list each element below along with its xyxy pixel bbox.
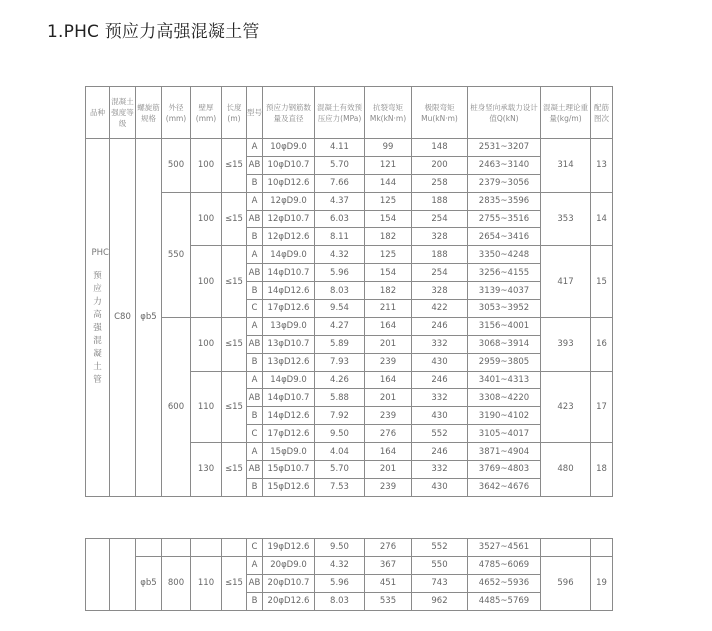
wall-cell: 130 xyxy=(191,443,222,497)
bearing-cell: 3769~4803 xyxy=(468,461,541,479)
steel-cell: 13φD12.6 xyxy=(263,353,315,371)
model-cell: C xyxy=(247,425,263,443)
crack-moment-cell: 239 xyxy=(365,478,412,496)
stress-cell: 5.96 xyxy=(315,264,365,282)
ultimate-moment-cell: 550 xyxy=(412,556,468,574)
ultimate-moment-cell: 328 xyxy=(412,282,468,300)
crack-moment-cell: 125 xyxy=(365,192,412,210)
model-cell: AB xyxy=(247,210,263,228)
pile-spec-table xyxy=(85,86,613,497)
spiral-cell: φb5 xyxy=(136,556,162,610)
bearing-cell: 3308~4220 xyxy=(468,389,541,407)
length-cell: ≤15 xyxy=(222,192,247,246)
stress-cell: 5.89 xyxy=(315,335,365,353)
pile-spec-table-continued xyxy=(85,538,613,611)
ref-cell xyxy=(591,539,613,557)
weight-cell: 393 xyxy=(541,317,591,371)
spiral-cell xyxy=(136,539,162,557)
model-cell: AB xyxy=(247,156,263,174)
steel-cell: 13φD10.7 xyxy=(263,335,315,353)
grade-cell: C80 xyxy=(110,139,136,497)
model-cell: A xyxy=(247,246,263,264)
type-cell xyxy=(86,139,110,497)
ref-cell: 13 xyxy=(591,139,613,193)
outer-dia-cell: 500 xyxy=(162,139,191,193)
stress-cell: 5.70 xyxy=(315,156,365,174)
crack-moment-cell: 164 xyxy=(365,443,412,461)
steel-cell: 14φD10.7 xyxy=(263,389,315,407)
steel-cell: 14φD10.7 xyxy=(263,264,315,282)
ultimate-moment-cell: 148 xyxy=(412,139,468,157)
length-cell: ≤15 xyxy=(222,317,247,371)
steel-cell: 10φD9.0 xyxy=(263,139,315,157)
steel-cell: 14φD9.0 xyxy=(263,246,315,264)
table-row xyxy=(86,139,613,157)
stress-cell: 4.37 xyxy=(315,192,365,210)
stress-cell: 8.03 xyxy=(315,592,365,610)
steel-cell: 10φD12.6 xyxy=(263,174,315,192)
hdr-weight: 混凝土理论重量(kg/m) xyxy=(541,87,591,139)
ultimate-moment-cell: 430 xyxy=(412,353,468,371)
table-row xyxy=(86,192,613,210)
bearing-cell: 3156~4001 xyxy=(468,317,541,335)
ultimate-moment-cell: 188 xyxy=(412,192,468,210)
stress-cell: 5.96 xyxy=(315,574,365,592)
ref-cell: 17 xyxy=(591,371,613,443)
stress-cell: 8.03 xyxy=(315,282,365,300)
ultimate-moment-cell: 332 xyxy=(412,335,468,353)
bearing-cell: 3105~4017 xyxy=(468,425,541,443)
ultimate-moment-cell: 328 xyxy=(412,228,468,246)
stress-cell: 9.50 xyxy=(315,539,365,557)
crack-moment-cell: 201 xyxy=(365,389,412,407)
header-row xyxy=(86,87,613,139)
model-cell: B xyxy=(247,228,263,246)
model-cell: B xyxy=(247,592,263,610)
type-cell xyxy=(86,539,110,611)
model-cell: AB xyxy=(247,574,263,592)
bearing-cell: 2654~3416 xyxy=(468,228,541,246)
crack-moment-cell: 211 xyxy=(365,300,412,318)
steel-cell: 20φD10.7 xyxy=(263,574,315,592)
steel-cell: 15φD12.6 xyxy=(263,478,315,496)
bearing-cell: 3642~4676 xyxy=(468,478,541,496)
bearing-cell: 2379~3056 xyxy=(468,174,541,192)
bearing-cell: 4652~5936 xyxy=(468,574,541,592)
model-cell: AB xyxy=(247,264,263,282)
ultimate-moment-cell: 430 xyxy=(412,478,468,496)
stress-cell: 4.26 xyxy=(315,371,365,389)
bearing-cell: 3256~4155 xyxy=(468,264,541,282)
steel-cell: 14φD12.6 xyxy=(263,407,315,425)
bearing-cell: 2531~3207 xyxy=(468,139,541,157)
stress-cell: 4.32 xyxy=(315,246,365,264)
model-cell: B xyxy=(247,174,263,192)
length-cell: ≤15 xyxy=(222,443,247,497)
stress-cell: 6.03 xyxy=(315,210,365,228)
wall-cell: 110 xyxy=(191,556,222,610)
crack-moment-cell: 451 xyxy=(365,574,412,592)
crack-moment-cell: 182 xyxy=(365,282,412,300)
ref-cell: 14 xyxy=(591,192,613,246)
stress-cell: 4.27 xyxy=(315,317,365,335)
hdr-outer-dia: 外径(mm) xyxy=(162,87,191,139)
stress-cell: 4.32 xyxy=(315,556,365,574)
ref-cell: 15 xyxy=(591,246,613,318)
outer-dia-cell: 600 xyxy=(162,317,191,496)
bearing-cell: 3527~4561 xyxy=(468,539,541,557)
ultimate-moment-cell: 332 xyxy=(412,389,468,407)
stress-cell: 7.53 xyxy=(315,478,365,496)
crack-moment-cell: 154 xyxy=(365,210,412,228)
ultimate-moment-cell: 246 xyxy=(412,443,468,461)
weight-cell: 423 xyxy=(541,371,591,443)
ultimate-moment-cell: 246 xyxy=(412,317,468,335)
ultimate-moment-cell: 246 xyxy=(412,371,468,389)
ultimate-moment-cell: 743 xyxy=(412,574,468,592)
wall-cell: 100 xyxy=(191,192,222,246)
crack-moment-cell: 239 xyxy=(365,353,412,371)
hdr-crack-moment: 抗裂弯矩Mk(kN·m) xyxy=(365,87,412,139)
model-cell: C xyxy=(247,539,263,557)
steel-cell: 20φD12.6 xyxy=(263,592,315,610)
crack-moment-cell: 239 xyxy=(365,407,412,425)
table-row xyxy=(86,556,613,574)
crack-moment-cell: 276 xyxy=(365,539,412,557)
bearing-cell: 4785~6069 xyxy=(468,556,541,574)
crack-moment-cell: 367 xyxy=(365,556,412,574)
model-cell: B xyxy=(247,478,263,496)
bearing-cell: 3053~3952 xyxy=(468,300,541,318)
weight-cell: 353 xyxy=(541,192,591,246)
model-cell: B xyxy=(247,407,263,425)
steel-cell: 10φD10.7 xyxy=(263,156,315,174)
bearing-cell: 3401~4313 xyxy=(468,371,541,389)
stress-cell: 7.93 xyxy=(315,353,365,371)
ultimate-moment-cell: 200 xyxy=(412,156,468,174)
bearing-cell: 3068~3914 xyxy=(468,335,541,353)
wall-cell: 110 xyxy=(191,371,222,443)
ultimate-moment-cell: 254 xyxy=(412,264,468,282)
ultimate-moment-cell: 258 xyxy=(412,174,468,192)
ultimate-moment-cell: 332 xyxy=(412,461,468,479)
hdr-steel: 预应力钢筋数量及直径 xyxy=(263,87,315,139)
bearing-cell: 3871~4904 xyxy=(468,443,541,461)
weight-cell: 417 xyxy=(541,246,591,318)
steel-cell: 14φD9.0 xyxy=(263,371,315,389)
length-cell: ≤15 xyxy=(222,139,247,193)
model-cell: B xyxy=(247,353,263,371)
crack-moment-cell: 99 xyxy=(365,139,412,157)
model-cell: A xyxy=(247,139,263,157)
crack-moment-cell: 121 xyxy=(365,156,412,174)
wall-cell xyxy=(191,539,222,557)
wall-cell: 100 xyxy=(191,246,222,318)
wall-cell: 100 xyxy=(191,317,222,371)
length-cell: ≤15 xyxy=(222,246,247,318)
stress-cell: 9.54 xyxy=(315,300,365,318)
ultimate-moment-cell: 552 xyxy=(412,425,468,443)
hdr-grade: 混凝土强度等级 xyxy=(110,87,136,139)
hdr-type: 品种 xyxy=(86,87,110,139)
type-name: 预应力高强混凝土管 xyxy=(93,271,102,386)
hdr-length: 长度(m) xyxy=(222,87,247,139)
model-cell: A xyxy=(247,371,263,389)
model-cell: C xyxy=(247,300,263,318)
stress-cell: 8.11 xyxy=(315,228,365,246)
outer-dia-cell xyxy=(162,539,191,557)
crack-moment-cell: 164 xyxy=(365,317,412,335)
ultimate-moment-cell: 422 xyxy=(412,300,468,318)
steel-cell: 15φD10.7 xyxy=(263,461,315,479)
ultimate-moment-cell: 188 xyxy=(412,246,468,264)
outer-dia-cell: 550 xyxy=(162,192,191,317)
hdr-stress: 混凝土有效预压应力(MPa) xyxy=(315,87,365,139)
bearing-cell: 2463~3140 xyxy=(468,156,541,174)
page-title: 1.PHC 预应力高强混凝土管 xyxy=(47,22,260,42)
weight-cell: 314 xyxy=(541,139,591,193)
stress-cell: 7.66 xyxy=(315,174,365,192)
crack-moment-cell: 182 xyxy=(365,228,412,246)
crack-moment-cell: 201 xyxy=(365,335,412,353)
length-cell: ≤15 xyxy=(222,371,247,443)
weight-cell: 596 xyxy=(541,556,591,610)
crack-moment-cell: 276 xyxy=(365,425,412,443)
steel-cell: 12φD9.0 xyxy=(263,192,315,210)
crack-moment-cell: 201 xyxy=(365,461,412,479)
crack-moment-cell: 144 xyxy=(365,174,412,192)
bearing-cell: 2755~3516 xyxy=(468,210,541,228)
weight-cell xyxy=(541,539,591,557)
model-cell: AB xyxy=(247,461,263,479)
table-row xyxy=(86,539,613,557)
steel-cell: 15φD9.0 xyxy=(263,443,315,461)
stress-cell: 5.70 xyxy=(315,461,365,479)
crack-moment-cell: 535 xyxy=(365,592,412,610)
model-cell: A xyxy=(247,192,263,210)
model-cell: A xyxy=(247,556,263,574)
type-prefix: PHC xyxy=(91,248,109,259)
model-cell: A xyxy=(247,443,263,461)
bearing-cell: 3139~4037 xyxy=(468,282,541,300)
bearing-cell: 2835~3596 xyxy=(468,192,541,210)
steel-cell: 17φD12.6 xyxy=(263,300,315,318)
steel-cell: 20φD9.0 xyxy=(263,556,315,574)
wall-cell: 100 xyxy=(191,139,222,193)
ultimate-moment-cell: 254 xyxy=(412,210,468,228)
spiral-cell: φb5 xyxy=(136,139,162,497)
hdr-spiral: 螺旋筋规格 xyxy=(136,87,162,139)
table-row xyxy=(86,317,613,335)
crack-moment-cell: 164 xyxy=(365,371,412,389)
crack-moment-cell: 125 xyxy=(365,246,412,264)
bearing-cell: 4485~5769 xyxy=(468,592,541,610)
ref-cell: 18 xyxy=(591,443,613,497)
steel-cell: 17φD12.6 xyxy=(263,425,315,443)
model-cell: AB xyxy=(247,389,263,407)
hdr-wall: 壁厚(mm) xyxy=(191,87,222,139)
stress-cell: 5.88 xyxy=(315,389,365,407)
length-cell xyxy=(222,539,247,557)
stress-cell: 9.50 xyxy=(315,425,365,443)
ref-cell: 16 xyxy=(591,317,613,371)
stress-cell: 4.11 xyxy=(315,139,365,157)
ultimate-moment-cell: 430 xyxy=(412,407,468,425)
grade-cell xyxy=(110,539,136,611)
steel-cell: 12φD10.7 xyxy=(263,210,315,228)
ultimate-moment-cell: 962 xyxy=(412,592,468,610)
hdr-bearing: 桩身竖向承载力设计值Q(kN) xyxy=(468,87,541,139)
model-cell: A xyxy=(247,317,263,335)
hdr-model: 型号 xyxy=(247,87,263,139)
weight-cell: 480 xyxy=(541,443,591,497)
crack-moment-cell: 154 xyxy=(365,264,412,282)
model-cell: AB xyxy=(247,335,263,353)
stress-cell: 7.92 xyxy=(315,407,365,425)
steel-cell: 19φD12.6 xyxy=(263,539,315,557)
steel-cell: 14φD12.6 xyxy=(263,282,315,300)
stress-cell: 4.04 xyxy=(315,443,365,461)
bearing-cell: 2959~3805 xyxy=(468,353,541,371)
hdr-ref: 配筋图次 xyxy=(591,87,613,139)
hdr-ultimate-moment: 极限弯矩Mu(kN·m) xyxy=(412,87,468,139)
ref-cell: 19 xyxy=(591,556,613,610)
steel-cell: 12φD12.6 xyxy=(263,228,315,246)
steel-cell: 13φD9.0 xyxy=(263,317,315,335)
length-cell: ≤15 xyxy=(222,556,247,610)
bearing-cell: 3190~4102 xyxy=(468,407,541,425)
outer-dia-cell: 800 xyxy=(162,556,191,610)
bearing-cell: 3350~4248 xyxy=(468,246,541,264)
ultimate-moment-cell: 552 xyxy=(412,539,468,557)
model-cell: B xyxy=(247,282,263,300)
